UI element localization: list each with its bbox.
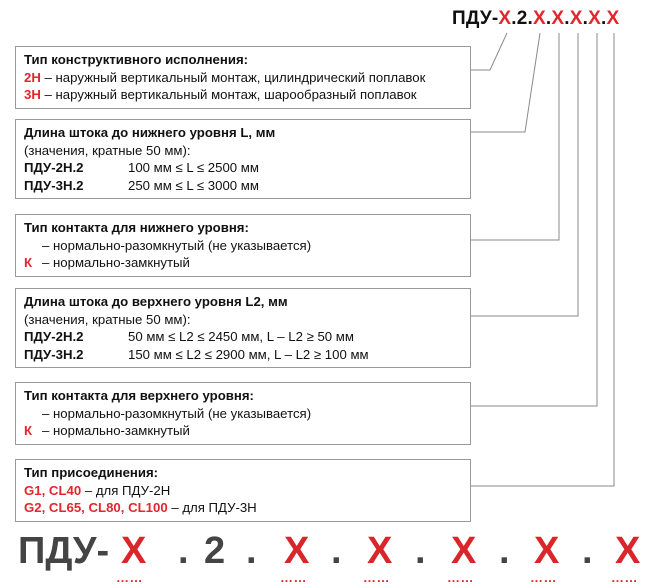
footer-x: Х (534, 530, 560, 572)
option-text: – для ПДУ-2Н (81, 482, 171, 498)
option-row (24, 254, 462, 272)
connector-length-l2 (471, 33, 578, 316)
model-label: ПДУ-2Н.2 (24, 160, 84, 175)
box-note: (значения, кратные 50 мм): (24, 142, 191, 158)
code-dot: . (511, 8, 517, 29)
footer-dots: …… (280, 570, 307, 585)
connector-connection (471, 33, 614, 486)
footer-dot: . (415, 530, 426, 572)
option-row (24, 499, 462, 517)
option-code: К (24, 423, 33, 438)
option-row (24, 405, 462, 423)
code-dot: . (600, 8, 607, 29)
range-row (24, 328, 462, 346)
footer-x: Х (284, 530, 310, 572)
option-row (24, 86, 462, 104)
footer-dots: …… (530, 570, 557, 585)
code-dot: . (527, 8, 533, 29)
code-prefix: ПДУ- (452, 8, 499, 29)
connector-length-l (471, 33, 540, 132)
box-title: Тип контакта для верхнего уровня: (24, 388, 254, 403)
footer-x: Х (367, 530, 393, 572)
option-text: – нормально-замкнутый (42, 255, 190, 270)
footer-dot: . (246, 530, 257, 572)
connector-contact-low (471, 33, 559, 240)
range-value: 150 мм ≤ L2 ≤ 2900 мм, L – L2 ≥ 100 мм (128, 346, 369, 362)
code-part-length-l: Х (533, 8, 546, 29)
box-title: Длина штока до верхнего уровня L2, мм (24, 294, 288, 309)
option-row (24, 69, 462, 87)
box-length-l2 (15, 288, 471, 368)
code-dot: . (564, 8, 570, 29)
option-code: К (24, 255, 33, 270)
footer-dot: . (582, 530, 593, 572)
box-contact-high (15, 382, 471, 445)
option-text: – нормально-разомкнутый (не указывается) (42, 237, 312, 253)
range-value: 250 мм ≤ L ≤ 3000 мм (128, 177, 259, 193)
box-length-l (15, 119, 471, 199)
model-label: ПДУ-3Н.2 (24, 177, 84, 193)
footer-x: Х (121, 530, 147, 572)
range-value: 50 мм ≤ L2 ≤ 2450 мм, L – L2 ≥ 50 мм (128, 329, 354, 344)
option-code: 2Н (24, 69, 41, 85)
option-text: – для ПДУ-3Н (167, 500, 257, 515)
code-part-connection: Х (606, 8, 620, 29)
range-row (24, 346, 462, 364)
box-connection-type (15, 459, 471, 522)
option-code: 3Н (24, 87, 41, 102)
option-text: – наружный вертикальный монтаж, цилиндрический поплавок (40, 69, 426, 85)
footer-dot: . (499, 530, 510, 572)
model-label: ПДУ-2Н.2 (24, 329, 84, 344)
option-row (24, 482, 462, 500)
option-code: G2, CL65, CL80, CL100 (24, 500, 168, 515)
box-construction-type (15, 46, 471, 109)
footer-prefix: ПДУ- (18, 530, 110, 572)
box-note: (значения, кратные 50 мм): (24, 311, 191, 327)
box-title: Тип контакта для нижнего уровня: (24, 220, 249, 235)
footer-dots: …… (611, 570, 638, 585)
footer-dot: . (178, 530, 189, 572)
box-title: Тип присоединения: (24, 465, 159, 480)
code-part-contact-high: Х (588, 8, 601, 29)
option-code: G1, CL40 (24, 482, 82, 498)
range-value: 100 мм ≤ L ≤ 2500 мм (128, 160, 259, 175)
connector-construction (471, 33, 507, 70)
code-dot: . (582, 8, 589, 29)
option-text: – нормально-замкнутый (42, 423, 190, 438)
footer-x: Х (451, 530, 477, 572)
footer-dots: …… (363, 570, 390, 585)
footer-x: Х (615, 530, 641, 572)
option-text: – наружный вертикальный монтаж, шарообразный поплавок (40, 87, 417, 102)
code-part-contact-low: Х (551, 8, 565, 29)
footer-two: 2 (204, 530, 226, 572)
model-label: ПДУ-3Н.2 (24, 346, 84, 362)
range-row (24, 159, 462, 177)
footer-dot: . (331, 530, 342, 572)
box-title: Длина штока до нижнего уровня L, мм (24, 125, 276, 140)
box-title: Тип конструктивного исполнения: (24, 52, 249, 67)
box-contact-low (15, 214, 471, 277)
option-row (24, 237, 462, 255)
code-dot: . (545, 8, 552, 29)
footer-dots: …… (447, 570, 474, 585)
option-text: – нормально-разомкнутый (не указывается) (42, 405, 312, 421)
option-row (24, 422, 462, 440)
code-part-fixed: 2 (516, 8, 528, 29)
footer-dots: …… (116, 570, 143, 585)
code-part-construction: Х (498, 8, 512, 29)
code-part-length-l2: Х (569, 8, 583, 29)
range-row (24, 177, 462, 195)
